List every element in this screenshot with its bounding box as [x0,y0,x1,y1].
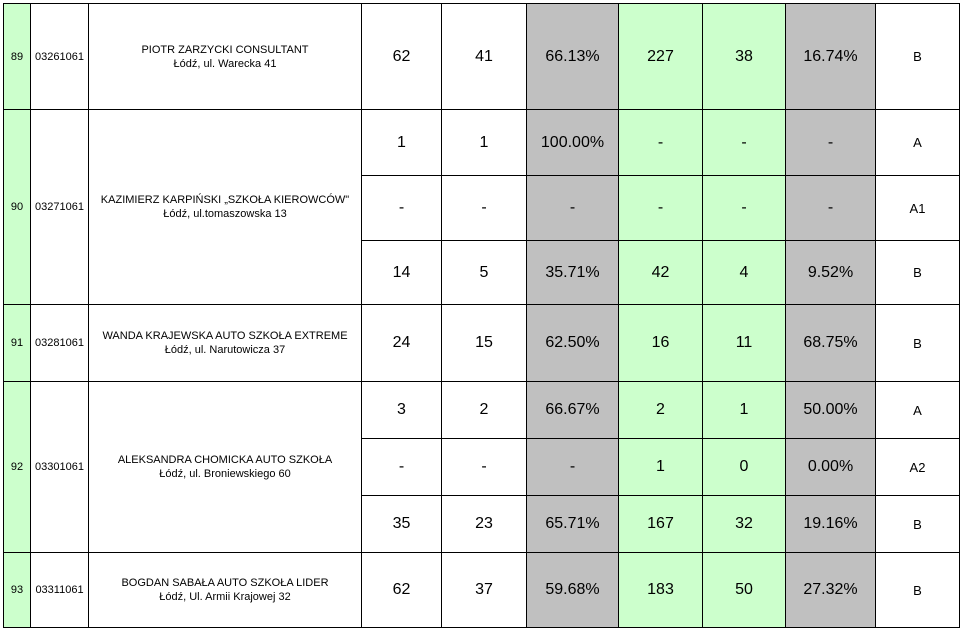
value-cell: 62 [362,4,442,110]
value-cell: 1 [362,110,442,176]
percent-cell: - [786,176,876,241]
school-name-cell [89,382,362,553]
school-code: 03261061 [31,4,89,110]
percent-cell: 66.67% [527,382,619,439]
value-cell: - [362,176,442,241]
row-number: 91 [4,305,31,382]
table-row [4,110,960,176]
table-row [4,382,960,439]
value-cell: 32 [703,496,786,553]
school-code: 03301061 [31,382,89,553]
percent-cell: 27.32% [786,553,876,628]
percent-cell: 0.00% [786,439,876,496]
percent-cell: - [527,176,619,241]
school-address: Łódź, ul.tomaszowska 13 [163,208,287,220]
value-cell: 3 [362,382,442,439]
row-number: 92 [4,382,31,553]
value-cell: 50 [703,553,786,628]
school-code: 03281061 [31,305,89,382]
category-cell: B [876,4,960,110]
value-cell: 4 [703,241,786,305]
percent-cell: 19.16% [786,496,876,553]
value-cell: - [442,439,527,496]
percent-cell: 100.00% [527,110,619,176]
percent-cell: 50.00% [786,382,876,439]
value-cell: 42 [619,241,703,305]
value-cell: 16 [619,305,703,382]
school-name-cell [89,553,362,628]
category-cell: A2 [876,439,960,496]
value-cell: 2 [619,382,703,439]
value-cell: - [703,176,786,241]
school-name-cell [89,110,362,305]
table-row [4,553,960,628]
school-name: WANDA KRAJEWSKA AUTO SZKOŁA EXTREME [102,330,348,342]
school-address: Łódź, Ul. Armii Krajowej 32 [159,591,291,603]
category-cell: A [876,382,960,439]
table-row [4,305,960,382]
school-code: 03271061 [31,110,89,305]
percent-cell: 9.52% [786,241,876,305]
value-cell: - [442,176,527,241]
row-number: 93 [4,553,31,628]
value-cell: 41 [442,4,527,110]
value-cell: 23 [442,496,527,553]
value-cell: 38 [703,4,786,110]
percent-cell: 59.68% [527,553,619,628]
school-name: BOGDAN SABAŁA AUTO SZKOŁA LIDER [121,577,329,589]
value-cell: 1 [442,110,527,176]
value-cell: 227 [619,4,703,110]
school-name: PIOTR ZARZYCKI CONSULTANT [141,43,309,56]
category-cell: A1 [876,176,960,241]
value-cell: 14 [362,241,442,305]
row-number: 89 [4,4,31,110]
category-cell: B [876,496,960,553]
category-cell: B [876,241,960,305]
table-row [4,4,960,110]
value-cell: 35 [362,496,442,553]
value-cell: 167 [619,496,703,553]
value-cell: 11 [703,305,786,382]
value-cell: - [703,110,786,176]
school-address: Łódź, ul. Broniewskiego 60 [159,468,291,480]
value-cell: 62 [362,553,442,628]
percent-cell: 68.75% [786,305,876,382]
school-code: 03311061 [31,553,89,628]
value-cell: 1 [703,382,786,439]
value-cell: 0 [703,439,786,496]
value-cell: 1 [619,439,703,496]
school-name: ALEKSANDRA CHOMICKA AUTO SZKOŁA [117,454,333,466]
value-cell: - [619,110,703,176]
value-cell: - [362,439,442,496]
percent-cell: 65.71% [527,496,619,553]
school-address: Łódź, ul. Narutowicza 37 [164,344,286,356]
percent-cell: - [527,439,619,496]
value-cell: 183 [619,553,703,628]
percent-cell: 35.71% [527,241,619,305]
value-cell: 5 [442,241,527,305]
percent-cell: - [786,110,876,176]
value-cell: 37 [442,553,527,628]
percent-cell: 16.74% [786,4,876,110]
school-address: Łódź, ul. Warecka 41 [173,57,277,70]
school-name: KAZIMIERZ KARPIŃSKI „SZKOŁA KIEROWCÓW" [100,194,350,206]
value-cell: - [619,176,703,241]
percent-cell: 62.50% [527,305,619,382]
row-number: 90 [4,110,31,305]
school-name-cell [89,305,362,382]
category-cell: B [876,305,960,382]
category-cell: A [876,110,960,176]
category-cell: B [876,553,960,628]
percent-cell: 66.13% [527,4,619,110]
results-table [3,3,960,628]
value-cell: 24 [362,305,442,382]
value-cell: 2 [442,382,527,439]
value-cell: 15 [442,305,527,382]
school-name-cell [89,4,362,110]
